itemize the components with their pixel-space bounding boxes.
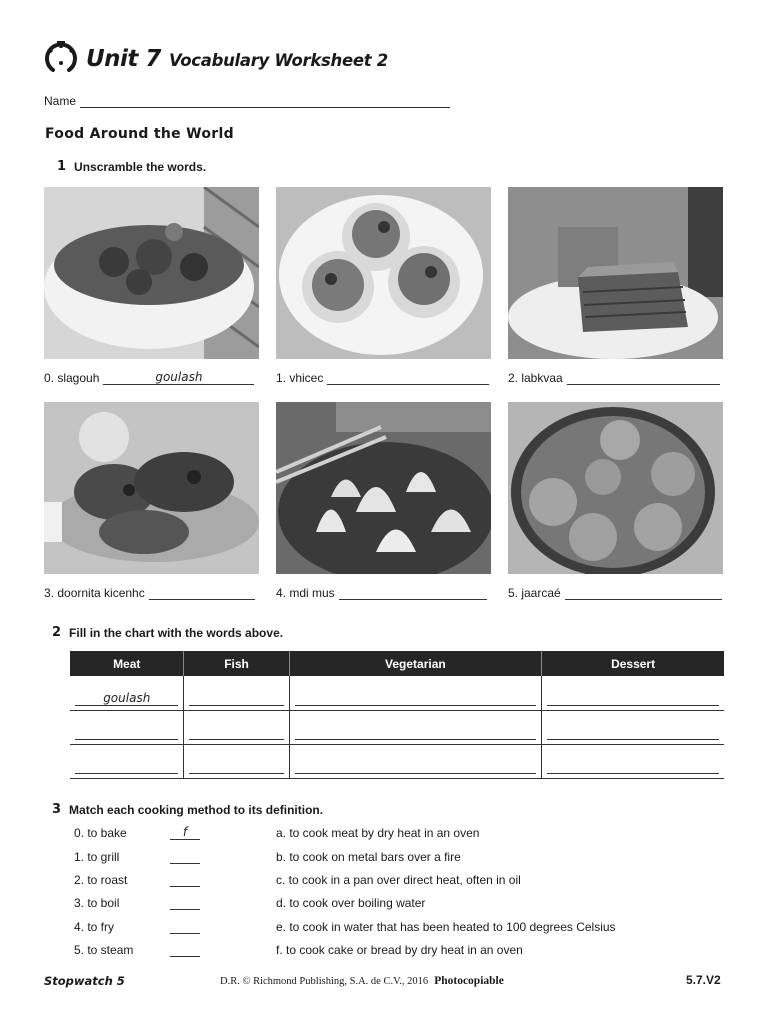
- definition: d. to cook over boiling water: [276, 896, 426, 910]
- answer-line[interactable]: [75, 756, 178, 774]
- tandoori-chicken-photo: [44, 402, 259, 574]
- unscramble-item-2: [508, 371, 720, 385]
- chart-cell: [70, 676, 184, 710]
- unscramble-item-1: [276, 371, 489, 385]
- chart-row: [70, 676, 724, 710]
- chart-cell: [289, 676, 542, 710]
- chart-cell: [542, 744, 724, 778]
- unscramble-item-5: [508, 586, 722, 600]
- goulash-photo: [44, 187, 259, 359]
- match-answer-line[interactable]: [170, 826, 200, 840]
- definition: e. to cook in water that has been heated to 100 degrees Celsius: [276, 920, 616, 934]
- dim-sum-photo: [276, 402, 491, 574]
- exercise-instruction: Fill in the chart with the words above.: [69, 625, 284, 640]
- answer-line[interactable]: [75, 722, 178, 740]
- example-answer: goulash: [155, 370, 203, 384]
- worksheet-header: [44, 38, 388, 80]
- exercise-number: 3: [52, 802, 62, 817]
- scrambled-word: 0. slagouh: [44, 371, 100, 385]
- exercise-instruction: Match each cooking method to its definition.: [69, 802, 324, 817]
- acaraje-photo: [508, 402, 723, 574]
- unscramble-item-0: [44, 371, 254, 385]
- answer-line[interactable]: [567, 371, 720, 385]
- scrambled-word: 3. doornita kicenhc: [44, 586, 145, 600]
- name-label: Name: [44, 94, 77, 108]
- chart-cell: [70, 710, 184, 744]
- column-header-dessert: Dessert: [542, 651, 724, 676]
- unscramble-item-3: [44, 586, 255, 600]
- exercise-2-heading: [52, 625, 283, 640]
- footer-brand-logo: Stopwatch 5: [44, 974, 125, 988]
- scrambled-word: 5. jaarcaé: [508, 586, 561, 600]
- worksheet-code: 5.7.V2: [686, 973, 721, 987]
- exercise-number: 2: [52, 625, 62, 640]
- definition: c. to cook in a pan over direct heat, often in oil: [276, 873, 521, 887]
- cooking-method: 1. to grill: [74, 850, 120, 864]
- exercise-1-heading: [57, 159, 206, 174]
- worksheet-title: Vocabulary Worksheet 2: [168, 51, 388, 70]
- column-header-fish: Fish: [184, 651, 289, 676]
- exercise-number: 1: [57, 159, 67, 174]
- example-answer: goulash: [103, 690, 151, 705]
- definition: f. to cook cake or bread by dry heat in an oven: [276, 943, 523, 957]
- baklava-photo: [508, 187, 723, 359]
- answer-line[interactable]: [295, 756, 537, 774]
- answer-line[interactable]: [189, 722, 283, 740]
- answer-line[interactable]: [103, 371, 254, 385]
- unscramble-item-4: [276, 586, 487, 600]
- example-answer: f: [182, 825, 188, 839]
- column-header-vegetarian: Vegetarian: [289, 651, 542, 676]
- unit-title: Unit 7: [86, 46, 161, 72]
- scrambled-word: 1. vhicec: [276, 371, 324, 385]
- chart-header-row: [70, 651, 724, 676]
- answer-line[interactable]: [547, 722, 719, 740]
- chart-cell: [542, 710, 724, 744]
- cooking-method: 2. to roast: [74, 873, 128, 887]
- match-answer-line[interactable]: [170, 873, 200, 887]
- answer-line[interactable]: [339, 586, 487, 600]
- answer-line[interactable]: [295, 722, 537, 740]
- answer-line[interactable]: [295, 688, 537, 706]
- chart-row: [70, 710, 724, 744]
- answer-line[interactable]: [189, 756, 283, 774]
- chart-row: [70, 744, 724, 778]
- cooking-method: 0. to bake: [74, 826, 127, 840]
- cooking-method: 4. to fry: [74, 920, 115, 934]
- answer-line[interactable]: [547, 756, 719, 774]
- scrambled-word: 2. labkvaa: [508, 371, 563, 385]
- match-answer-line[interactable]: [170, 920, 200, 934]
- chart-cell: [289, 710, 542, 744]
- chart-cell: [289, 744, 542, 778]
- answer-line[interactable]: [75, 688, 178, 706]
- chart-cell: [542, 676, 724, 710]
- answer-line[interactable]: [189, 688, 283, 706]
- answer-line[interactable]: [565, 586, 722, 600]
- food-category-chart: [70, 651, 724, 779]
- cooking-method: 5. to steam: [74, 943, 134, 957]
- answer-line[interactable]: [327, 371, 489, 385]
- stopwatch-icon: [44, 39, 78, 79]
- definition: a. to cook meat by dry heat in an oven: [276, 826, 480, 840]
- chart-cell: [184, 744, 289, 778]
- section-title: Food Around the World: [45, 126, 234, 142]
- match-answer-line[interactable]: [170, 943, 200, 957]
- chart-cell: [184, 676, 289, 710]
- chart-cell: [184, 710, 289, 744]
- answer-line[interactable]: [149, 586, 255, 600]
- copyright-text: D.R. © Richmond Publishing, S.A. de C.V., 2016: [220, 976, 429, 987]
- scrambled-word: 4. mdi mus: [276, 586, 335, 600]
- column-header-meat: Meat: [70, 651, 184, 676]
- name-field-row: [44, 94, 450, 108]
- chart-cell: [70, 744, 184, 778]
- footer-copyright: [220, 975, 504, 987]
- definition: b. to cook on metal bars over a fire: [276, 850, 461, 864]
- cooking-method: 3. to boil: [74, 896, 120, 910]
- exercise-3-heading: [52, 802, 323, 817]
- photocopiable-label: Photocopiable: [434, 975, 504, 987]
- name-input-line[interactable]: [80, 94, 450, 108]
- ceviche-photo: [276, 187, 491, 359]
- match-answer-line[interactable]: [170, 896, 200, 910]
- exercise-instruction: Unscramble the words.: [74, 159, 207, 174]
- answer-line[interactable]: [547, 688, 719, 706]
- match-answer-line[interactable]: [170, 850, 200, 864]
